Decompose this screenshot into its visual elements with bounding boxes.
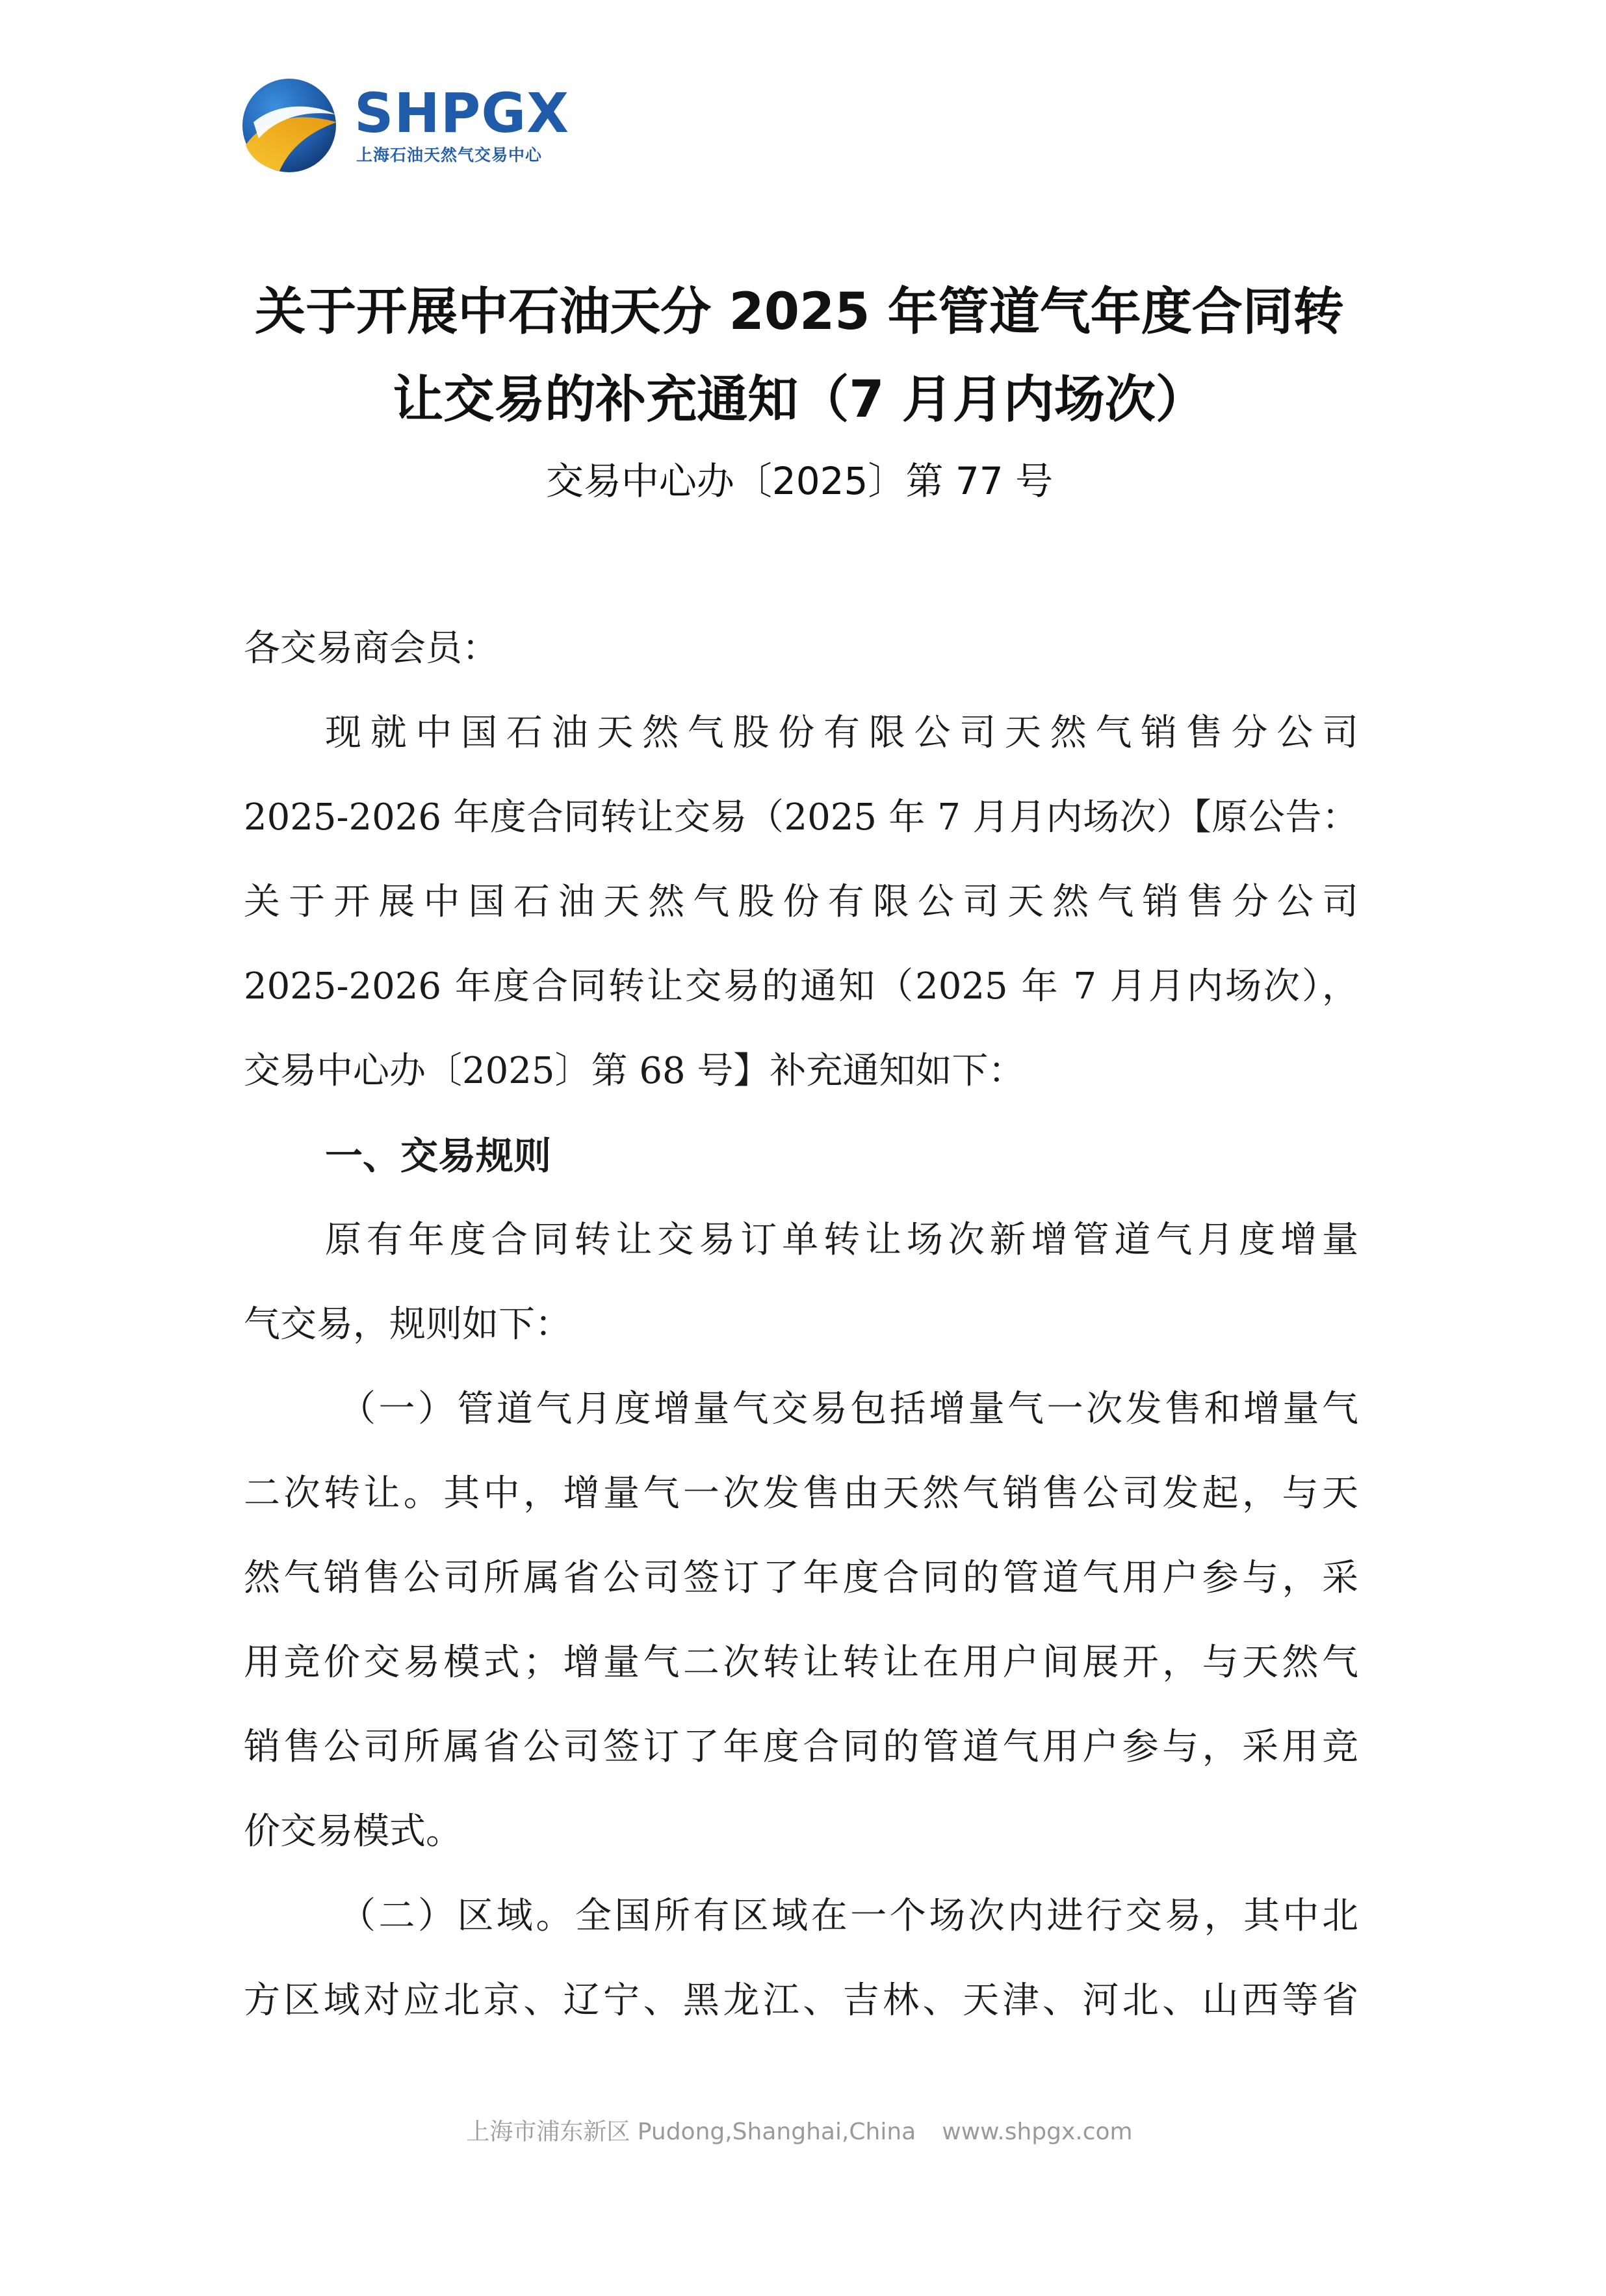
logo-name: SHPGX — [354, 81, 570, 145]
section-line: 原有年度合同转让交易订单转让场次新增管道气月度增量 — [325, 1219, 1358, 1261]
salutation: 各交易商会员： — [244, 627, 499, 670]
section-heading: 一、交易规则 — [325, 1134, 552, 1178]
item-line: 方区域对应北京、辽宁、黑龙江、吉林、天津、河北、山西等省 — [244, 1979, 1358, 2022]
intro-line: 关于开展中国石油天然气股份有限公司天然气销售分公司 — [244, 881, 1358, 923]
intro-line: 交易中心办〔2025〕第 68 号】补充通知如下： — [244, 1050, 1025, 1092]
logo-subtitle: 上海石油天然气交易中心 — [356, 146, 543, 164]
intro-line: 现就中国石油天然气股份有限公司天然气销售分公司 — [325, 712, 1358, 754]
document-title-line-2: 让交易的补充通知（7 月月内场次） — [393, 371, 1206, 429]
intro-line: 2025-2026 年度合同转让交易（2025 年 7 月月内场次）【原公告： — [244, 796, 1358, 839]
page-footer — [195, 2116, 1404, 2148]
document-title-line-1: 关于开展中石油天分 2025 年管道气年度合同转 — [255, 283, 1344, 341]
item-line: 价交易模式。 — [244, 1810, 462, 1853]
item-line: 用竞价交易模式；增量气二次转让转让在用户间展开，与天然气 — [244, 1641, 1358, 1684]
item-line: （二）区域。全国所有区域在一个场次内进行交易，其中北 — [339, 1895, 1358, 1937]
document-number: 交易中心办〔2025〕第 77 号 — [545, 459, 1054, 503]
intro-line: 2025-2026 年度合同转让交易的通知（2025 年 7 月月内场次）， — [244, 965, 1358, 1008]
footer-address: 上海市浦东新区 Pudong,Shanghai,China — [466, 2119, 916, 2145]
shpgx-logo — [240, 73, 570, 177]
shpgx-logo-icon — [240, 77, 338, 174]
section-line: 气交易，规则如下： — [244, 1303, 571, 1346]
item-line: 然气销售公司所属省公司签订了年度合同的管道气用户参与，采 — [244, 1557, 1358, 1599]
item-line: （一）管道气月度增量气交易包括增量气一次发售和增量气 — [339, 1388, 1358, 1430]
item-line: 销售公司所属省公司签订了年度合同的管道气用户参与，采用竞 — [244, 1726, 1358, 1768]
item-line: 二次转让。其中，增量气一次发售由天然气销售公司发起，与天 — [244, 1472, 1358, 1515]
footer-website[interactable]: www.shpgx.com — [942, 2119, 1133, 2145]
